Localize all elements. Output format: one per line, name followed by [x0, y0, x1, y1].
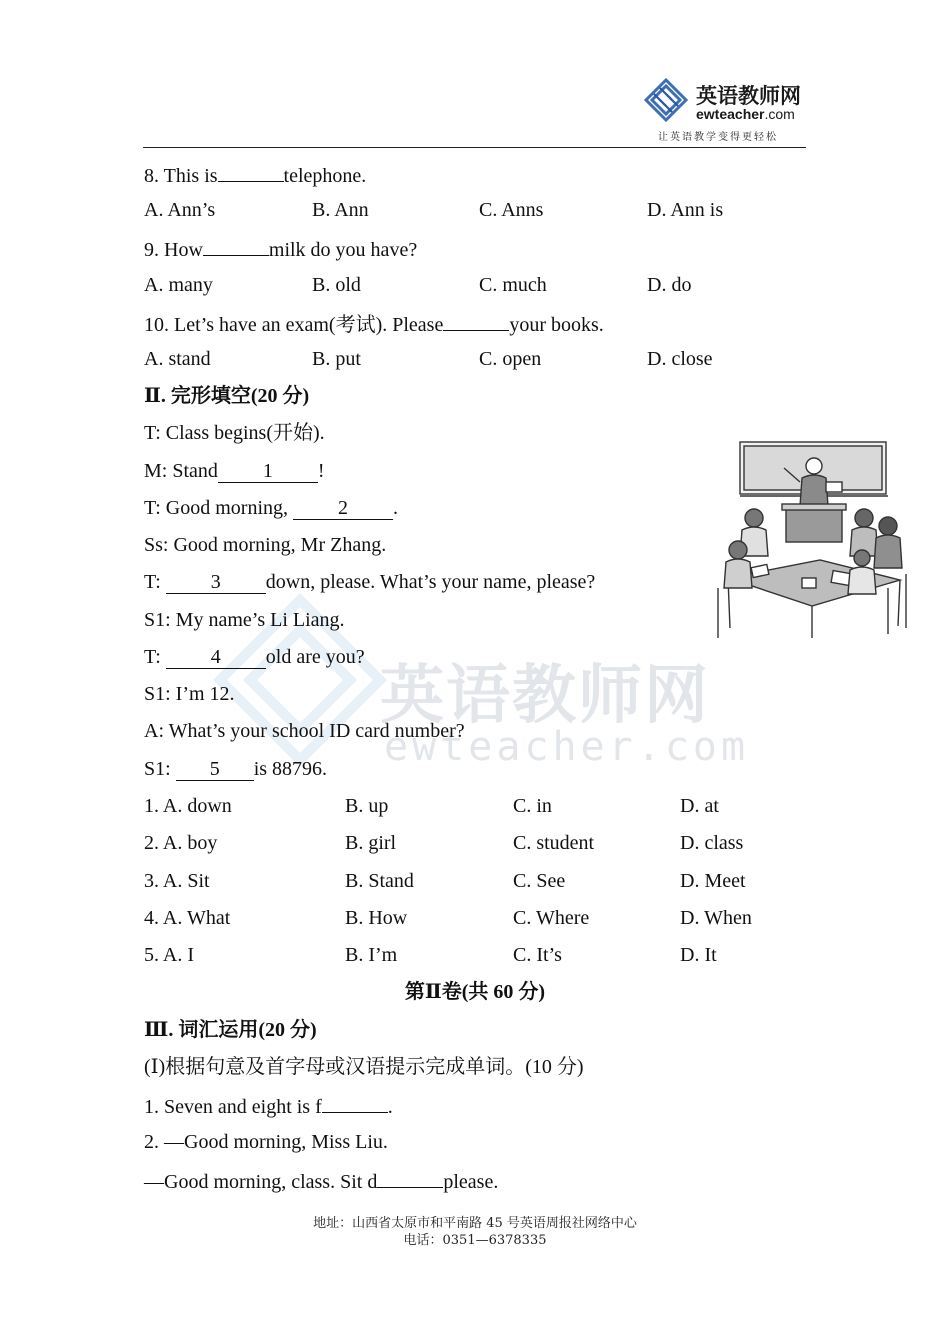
- logo-chinese-name: 英语教师网: [696, 84, 801, 108]
- q8-option-d: D. Ann is: [647, 199, 724, 221]
- cloze-1-option-b: B. up: [345, 795, 389, 817]
- dialogue-line-1: T: Class begins(开始).: [144, 422, 325, 444]
- dialogue-line-5: T: 3 down, please. What’s your name, please?: [144, 571, 596, 593]
- logo-english-name: ewteacher.com: [696, 106, 795, 122]
- q10-option-c: C. open: [479, 348, 542, 370]
- dialogue-line-9: A: What’s your school ID card number?: [144, 720, 465, 742]
- vocab-question-2-response: —Good morning, class. Sit d please.: [144, 1167, 498, 1194]
- cloze-2-option-a: 2. A. boy: [144, 832, 218, 854]
- cloze-blank-2: 2: [293, 497, 393, 520]
- cloze-blank-4: 4: [166, 646, 266, 669]
- question-10: 10. Let’s have an exam(考试). Please your books.: [144, 310, 604, 337]
- watermark: [380, 640, 750, 780]
- cloze-3-option-d: D. Meet: [680, 870, 746, 892]
- logo-mark-icon: [640, 76, 692, 124]
- q8-option-a: A. Ann’s: [144, 199, 216, 221]
- header-divider: [143, 147, 806, 148]
- dialogue-line-4: Ss: Good morning, Mr Zhang.: [144, 534, 387, 556]
- cloze-3-option-a: 3. A. Sit: [144, 870, 210, 892]
- dialogue-line-7: T: 4 old are you?: [144, 646, 365, 668]
- cloze-2-option-d: D. class: [680, 832, 744, 854]
- cloze-2-option-b: B. girl: [345, 832, 397, 854]
- cloze-5-option-d: D. It: [680, 944, 717, 966]
- answer-blank: [218, 161, 284, 182]
- cloze-4-option-b: B. How: [345, 907, 408, 929]
- q10-option-a: A. stand: [144, 348, 211, 370]
- q10-option-b: B. put: [312, 348, 361, 370]
- logo-slogan: 让英语教学变得更轻松: [658, 132, 778, 143]
- cloze-3-option-c: C. See: [513, 870, 566, 892]
- footer-address: 地址：山西省太原市和平南路 45 号英语周报社网络中心: [313, 1216, 637, 1231]
- classroom-illustration: [712, 438, 912, 650]
- cloze-blank-5: 5: [176, 758, 254, 781]
- cloze-5-option-c: C. It’s: [513, 944, 562, 966]
- section-2-title: Ⅱ. 完形填空(20 分): [144, 385, 310, 407]
- cloze-1-option-c: C. in: [513, 795, 552, 817]
- watermark-english: ewteacher.com: [384, 724, 750, 770]
- cloze-2-option-c: C. student: [513, 832, 595, 854]
- answer-blank: [203, 235, 269, 256]
- section-3-title: Ⅲ. 词汇运用(20 分): [144, 1019, 317, 1041]
- dialogue-line-6: S1: My name’s Li Liang.: [144, 609, 345, 631]
- dialogue-line-2: M: Stand 1 !: [144, 460, 325, 482]
- q10-option-d: D. close: [647, 348, 713, 370]
- section-3-instructions: (Ⅰ)根据句意及首字母或汉语提示完成单词。(10 分): [144, 1056, 584, 1078]
- q9-option-d: D. do: [647, 274, 692, 296]
- part-2-title: 第Ⅱ卷(共 60 分): [404, 981, 546, 1003]
- ewteacher-logo[interactable]: [640, 74, 810, 144]
- cloze-3-option-b: B. Stand: [345, 870, 414, 892]
- cloze-4-option-d: D. When: [680, 907, 752, 929]
- answer-blank: [322, 1092, 388, 1113]
- dialogue-line-10: S1: 5 is 88796.: [144, 758, 328, 780]
- q9-option-b: B. old: [312, 274, 361, 296]
- vocab-question-2-prompt: 2. —Good morning, Miss Liu.: [144, 1131, 388, 1153]
- cloze-5-option-a: 5. A. I: [144, 944, 194, 966]
- answer-blank: [443, 310, 509, 331]
- cloze-blank-3: 3: [166, 571, 266, 594]
- cloze-4-option-a: 4. A. What: [144, 907, 231, 929]
- answer-blank: [377, 1167, 443, 1188]
- question-8: 8. This is telephone.: [144, 161, 366, 188]
- watermark-chinese: 英语教师网: [380, 659, 710, 733]
- q9-option-a: A. many: [144, 274, 213, 296]
- cloze-4-option-c: C. Where: [513, 907, 590, 929]
- q8-option-b: B. Ann: [312, 199, 369, 221]
- cloze-5-option-b: B. I’m: [345, 944, 398, 966]
- cloze-1-option-a: 1. A. down: [144, 795, 232, 817]
- q9-option-c: C. much: [479, 274, 547, 296]
- question-9: 9. How milk do you have?: [144, 235, 417, 262]
- cloze-blank-1: 1: [218, 460, 318, 483]
- footer-phone: 电话：0351—6378335: [403, 1233, 547, 1248]
- dialogue-line-8: S1: I’m 12.: [144, 683, 235, 705]
- vocab-question-1: 1. Seven and eight is f .: [144, 1092, 393, 1119]
- dialogue-line-3: T: Good morning, 2 .: [144, 497, 398, 519]
- q8-option-c: C. Anns: [479, 199, 544, 221]
- cloze-1-option-d: D. at: [680, 795, 719, 817]
